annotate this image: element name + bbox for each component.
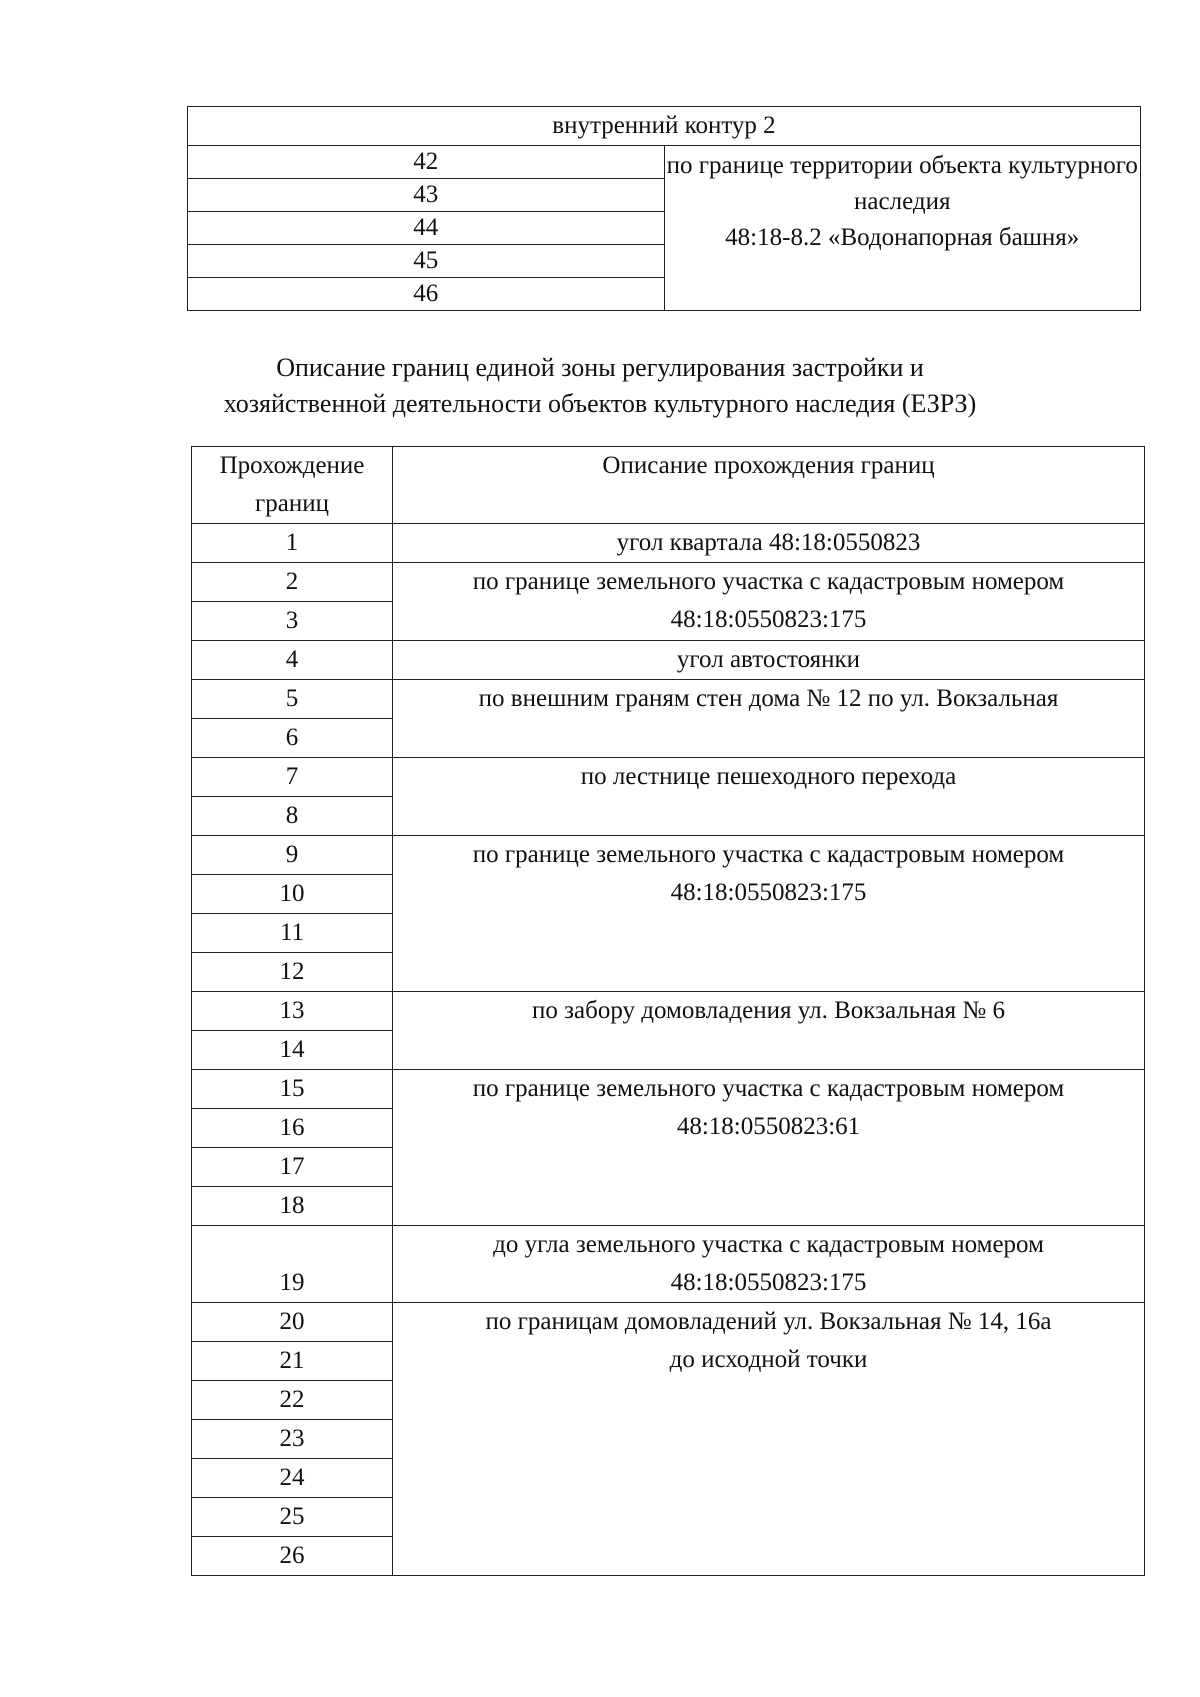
- header-description: Описание прохождения границ: [393, 447, 1145, 524]
- point-number: 25: [192, 1498, 393, 1537]
- boundary-description: по внешним граням стен дома № 12 по ул. Вокзальная: [393, 680, 1145, 758]
- header-passage-line1: Прохождение: [219, 452, 365, 479]
- header-passage-line2: границ: [255, 490, 329, 517]
- point-number: 2: [192, 563, 393, 602]
- point-number: 11: [192, 914, 393, 953]
- point-number: 12: [192, 953, 393, 992]
- section-title: [150, 350, 1050, 422]
- point-number: 46: [188, 278, 665, 311]
- point-number: 8: [192, 797, 393, 836]
- point-number: 42: [188, 146, 665, 179]
- point-number: 20: [192, 1303, 393, 1342]
- boundary-description: [664, 146, 1141, 311]
- inner-contour-heading: внутренний контур 2: [188, 107, 1141, 146]
- boundary-description: [393, 836, 1145, 992]
- point-number: 9: [192, 836, 393, 875]
- boundary-description: по забору домовладения ул. Вокзальная № 6: [393, 992, 1145, 1070]
- description-line: 48:18:0550823:175: [670, 879, 867, 906]
- description-line: до исходной точки: [669, 1346, 868, 1373]
- section-title-line1: Описание границ единой зоны регулирования застройки и: [276, 353, 924, 382]
- boundary-description: по лестнице пешеходного перехода: [393, 758, 1145, 836]
- boundary-description: [393, 563, 1145, 641]
- point-number: 3: [192, 602, 393, 641]
- point-number: 18: [192, 1187, 393, 1226]
- point-number: 16: [192, 1109, 393, 1148]
- point-number: 14: [192, 1031, 393, 1070]
- point-number: 13: [192, 992, 393, 1031]
- description-line: по границе земельного участка с кадастровым номером: [472, 841, 1065, 868]
- point-number: 22: [192, 1381, 393, 1420]
- point-number: 26: [192, 1537, 393, 1576]
- point-number: 15: [192, 1070, 393, 1109]
- boundary-description: [393, 1303, 1145, 1576]
- section-title-line2: хозяйственной деятельности объектов культурного наследия (ЕЗРЗ): [223, 389, 977, 418]
- boundary-description: [393, 1070, 1145, 1226]
- description-line: 48:18-8.2 «Водонапорная башня»: [725, 224, 1080, 251]
- point-number: 44: [188, 212, 665, 245]
- description-line: 48:18:0550823:175: [670, 1269, 867, 1296]
- point-number: 1: [192, 524, 393, 563]
- point-number: 10: [192, 875, 393, 914]
- inner-contour-table: [187, 106, 1141, 311]
- point-number: 45: [188, 245, 665, 278]
- point-number: 6: [192, 719, 393, 758]
- ezrz-boundary-table: [191, 446, 1145, 1576]
- point-number: 4: [192, 641, 393, 680]
- description-line: по границе земельного участка с кадастровым номером: [472, 1075, 1065, 1102]
- point-number: 43: [188, 179, 665, 212]
- point-number: 19: [192, 1226, 393, 1303]
- description-line: по границам домовладений ул. Вокзальная № 14, 16а: [485, 1308, 1052, 1335]
- point-number: 21: [192, 1342, 393, 1381]
- point-number: 23: [192, 1420, 393, 1459]
- point-number: 17: [192, 1148, 393, 1187]
- description-line: по границе территории объекта культурного наследия: [666, 152, 1138, 215]
- point-number: 5: [192, 680, 393, 719]
- description-line: 48:18:0550823:175: [670, 606, 867, 633]
- header-passage: [192, 447, 393, 524]
- boundary-description: угол автостоянки: [393, 641, 1145, 680]
- description-line: до угла земельного участка с кадастровым номером: [493, 1231, 1044, 1258]
- boundary-description: [393, 1226, 1145, 1303]
- point-number: 7: [192, 758, 393, 797]
- point-number: 24: [192, 1459, 393, 1498]
- description-line: по границе земельного участка с кадастровым номером: [472, 568, 1065, 595]
- boundary-description: угол квартала 48:18:0550823: [393, 524, 1145, 563]
- description-line: 48:18:0550823:61: [676, 1113, 861, 1140]
